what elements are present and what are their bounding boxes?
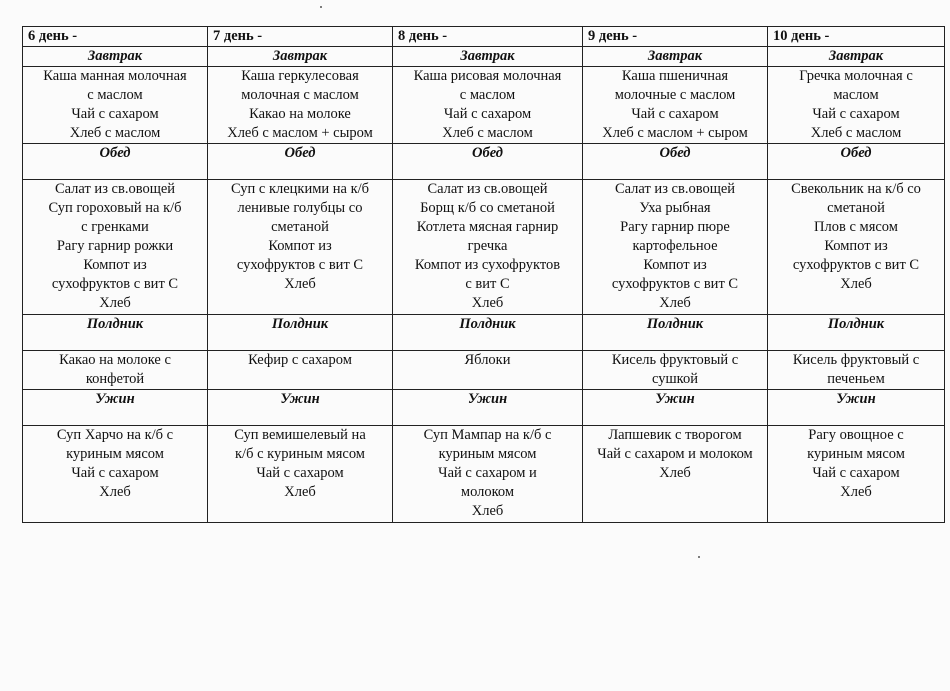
day-header: 8 день - [393,27,583,47]
menu-item-line: Плов с мясом [814,219,898,235]
snack-cell [208,351,393,390]
day-header: 10 день - [768,27,945,47]
menu-item-line: Чай с сахаром и [438,465,537,481]
menu-item-line: Хлеб с маслом [810,125,902,141]
menu-item-line: Кисель фруктовый с [611,352,739,368]
snack-label: Полдник [768,315,945,351]
menu-item-line: картофельное [632,238,718,254]
menu-item-line: Компот из [643,257,707,273]
dinner-label: Ужин [208,390,393,426]
breakfast-label: Завтрак [208,47,393,67]
menu-item-line: Рагу гарнир рожки [56,238,174,254]
dinner-cell [208,426,393,523]
dinner-cell [23,426,208,523]
menu-item-line: Каша рисовая молочная [413,68,562,84]
breakfast-label: Завтрак [583,47,768,67]
menu-item-line: Рагу гарнир пюре [620,219,730,235]
menu-item-line: Лапшевик с творогом [608,427,742,443]
menu-item-line: сушкой [652,371,698,387]
lunch-label: Обед [393,144,583,180]
menu-item-line: Каша манная молочная [43,68,187,84]
menu-item-line: молоком [460,484,515,500]
dinner-label: Ужин [768,390,945,426]
breakfast-row [23,67,945,144]
menu-item-line: Хлеб [471,295,504,311]
menu-item-line: Суп вемишелевый на [234,427,366,443]
breakfast-label: Завтрак [23,47,208,67]
menu-item-line: Хлеб с маслом [69,125,161,141]
lunch-cell [23,180,208,315]
breakfast-cell [23,67,208,144]
menu-item-line: Салат из св.овощей [54,181,176,197]
dinner-label: Ужин [583,390,768,426]
menu-item-line: Рагу овощное с [808,427,904,443]
breakfast-cell [393,67,583,144]
lunch-cell [768,180,945,315]
scan-speck [320,6,322,8]
lunch-label: Обед [583,144,768,180]
menu-item-line: Хлеб [840,276,872,292]
day-header: 7 день - [208,27,393,47]
menu-item-line: Салат из св.овощей [614,181,736,197]
menu-item-line: куриным мясом [66,446,164,462]
menu-item-line: Хлеб [659,465,691,481]
breakfast-label: Завтрак [393,47,583,67]
menu-item-line: Хлеб [99,484,131,500]
breakfast-cell [768,67,945,144]
breakfast-label-row [23,47,945,67]
menu-item-line: Кефир с сахаром [248,352,352,368]
menu-item-line: Хлеб [99,295,131,311]
day-header: 6 день - [23,27,208,47]
menu-item-line: Кисель фруктовый с [792,352,920,368]
dinner-label: Ужин [393,390,583,426]
day-header-row [23,27,945,47]
lunch-label: Обед [23,144,208,180]
menu-item-line: сухофруктов с вит С [611,276,739,292]
menu-item-line: Чай с сахаром [256,465,344,481]
menu-item-line: Компот из [83,257,147,273]
lunch-row [23,180,945,315]
menu-item-line: Яблоки [464,352,511,368]
lunch-label: Обед [208,144,393,180]
menu-item-line: с маслом [459,87,516,103]
menu-item-line: гречка [467,238,508,254]
snack-cell [583,351,768,390]
snack-label: Полдник [23,315,208,351]
scan-speck [698,556,700,558]
menu-item-line: Чай с сахаром [812,465,900,481]
snack-label: Полдник [393,315,583,351]
menu-item-line: сметаной [827,200,885,216]
menu-item-line: Борщ к/б со сметаной [420,200,555,216]
menu-item-line: Хлеб [284,276,316,292]
menu-item-line: Чай с сахаром [71,465,159,481]
menu-item-line: Компот из [824,238,888,254]
menu-item-line: Гречка молочная с [799,68,913,84]
lunch-cell [583,180,768,315]
menu-item-line: Суп Харчо на к/б с [56,427,174,443]
menu-item-line: Чай с сахаром [71,106,159,122]
menu-item-line: к/б с куриным мясом [235,446,365,462]
snack-row [23,351,945,390]
menu-item-line: Уха рыбная [639,200,711,216]
snack-label-row [23,315,945,351]
dinner-cell [583,426,768,523]
menu-item-line: куриным мясом [438,446,537,462]
menu-item-line: Суп Мампар на к/б с [423,427,552,443]
menu-item-line: Чай с сахаром [631,106,719,122]
snack-cell [768,351,945,390]
menu-item-line: с маслом [87,87,143,103]
menu-item-line: сухофруктов с вит С [236,257,364,273]
menu-item-line: сухофруктов с вит С [792,257,920,273]
dinner-row [23,426,945,523]
menu-item-line: Котлета мясная гарнир [416,219,559,235]
breakfast-cell [583,67,768,144]
menu-item-line: Каша геркулесовая [241,68,359,84]
menu-item-line: Какао на молоке с [59,352,171,368]
menu-item-line: молочная с маслом [241,87,359,103]
menu-item-line: ленивые голубцы со [237,200,363,216]
menu-item-line: конфетой [85,371,145,387]
menu-item-line: с гренками [81,219,149,235]
menu-table [22,26,945,523]
menu-item-line: Чай с сахаром и молоком [597,446,753,462]
snack-cell [23,351,208,390]
menu-item-line: маслом [833,87,879,103]
menu-item-line: Свекольник на к/б со [791,181,921,197]
menu-item-line: Хлеб с маслом [442,125,533,141]
menu-item-line: Суп с клецкими на к/б [230,181,370,197]
menu-item-line: печеньем [827,371,885,387]
menu-item-line: Салат из св.овощей [427,181,548,197]
lunch-label: Обед [768,144,945,180]
snack-label: Полдник [208,315,393,351]
breakfast-cell [208,67,393,144]
menu-item-line: Хлеб [840,484,872,500]
menu-item-line: сметаной [271,219,329,235]
menu-item-line: Хлеб с маслом + сыром [227,125,373,141]
menu-item-line: Каша пшеничная [621,68,729,84]
menu-item-line: Хлеб [659,295,691,311]
menu-item-line: с вит С [465,276,510,292]
menu-item-line: Компот из [268,238,332,254]
menu-item-line: Какао на молоке [249,106,351,122]
menu-item-line: Хлеб [471,503,504,519]
snack-cell [393,351,583,390]
day-header: 9 день - [583,27,768,47]
lunch-cell [208,180,393,315]
dinner-cell [393,426,583,523]
menu-item-line: Чай с сахаром [443,106,532,122]
dinner-label: Ужин [23,390,208,426]
lunch-cell [393,180,583,315]
menu-item-line: Чай с сахаром [812,106,900,122]
menu-item-line: Суп гороховый на к/б [48,200,182,216]
menu-item-line: сухофруктов с вит С [51,276,179,292]
menu-item-line: молочные с маслом [614,87,736,103]
snack-label: Полдник [583,315,768,351]
menu-item-line: куриным мясом [807,446,905,462]
menu-item-line: Хлеб [284,484,316,500]
menu-item-line: Хлеб с маслом + сыром [602,125,748,141]
dinner-cell [768,426,945,523]
menu-item-line: Компот из сухофруктов [414,257,561,273]
dinner-label-row [23,390,945,426]
lunch-label-row [23,144,945,180]
breakfast-label: Завтрак [768,47,945,67]
